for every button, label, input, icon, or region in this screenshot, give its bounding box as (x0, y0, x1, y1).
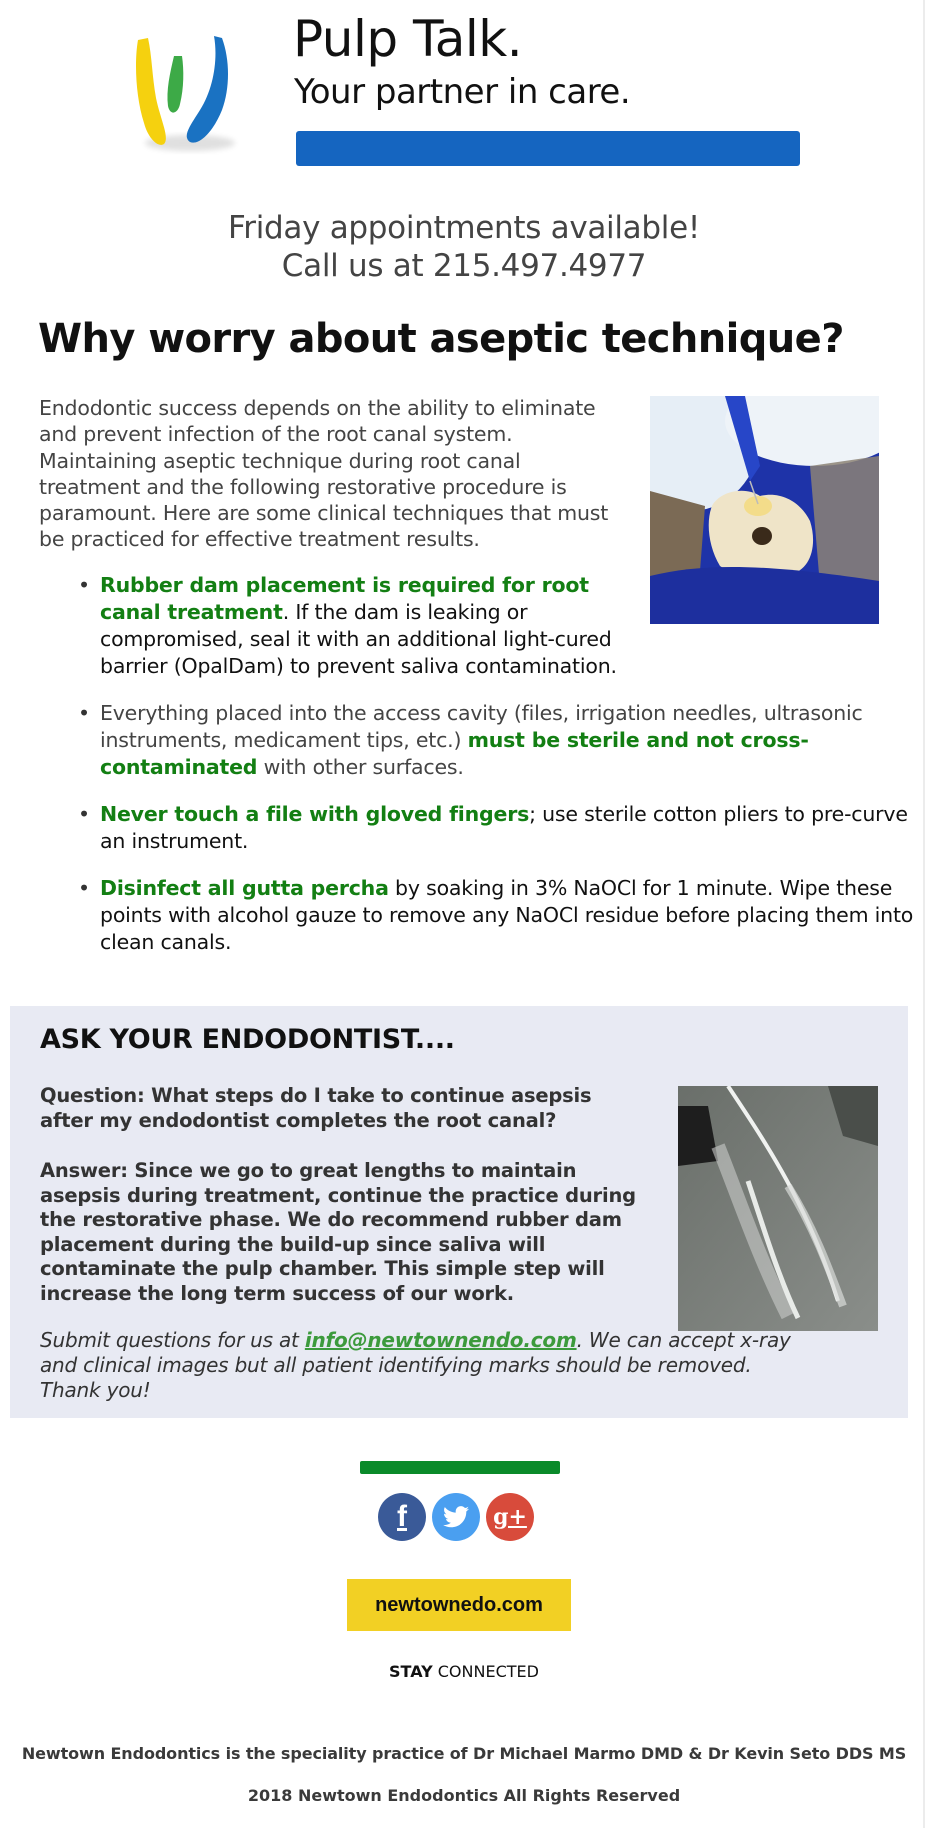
stay-connected-label (0, 1662, 928, 1681)
ask-answer: Answer: Since we go to great lengths to maintain asepsis during treatment, continue the practice during the restorative phase. We do recommend rubber dam placement during the build-up since saliva will contaminate the pulp chamber. This simple step will increase the long term success of our work. (40, 1159, 636, 1305)
technique-highlight: Disinfect all gutta percha (100, 876, 389, 900)
technique-item-gloves (100, 801, 920, 855)
technique-text: by soaking in 3% NaOCl for 1 minute. Wipe these points with alcohol gauze to remove any NaOCl residue before placing them into clean canals. (100, 876, 914, 954)
footer-divider-bar (360, 1461, 560, 1474)
technique-highlight: Never touch a file with gloved fingers (100, 802, 530, 826)
website-button[interactable]: newtownedo.com (347, 1579, 571, 1631)
article-intro: Endodontic success depends on the ability to eliminate and prevent infection of the root canal system. Maintaining aseptic technique during root canal treatment and the following restorative procedure is paramount. Here are some clinical techniques that must be practiced for effective treatment results. (39, 396, 609, 552)
article-heading: Why worry about aseptic technique? (38, 316, 844, 362)
social-links (378, 1493, 534, 1541)
promo-line-phone: Call us at 215.497.4977 (281, 248, 647, 284)
newsletter-tagline: Your partner in care. (294, 72, 631, 112)
email-link[interactable]: info@newtownendo.com (304, 1328, 577, 1352)
ask-heading: ASK YOUR ENDODONTIST.... (40, 1024, 455, 1055)
newsletter-title: Pulp Talk. (293, 10, 523, 68)
stay-rest: CONNECTED (432, 1662, 539, 1681)
technique-item-rubber-dam (100, 572, 640, 680)
practice-statement: Newtown Endodontics is the speciality practice of Dr Michael Marmo DMD & Dr Kevin Seto DDS MS (21, 1744, 907, 1763)
promo-line-appointments: Friday appointments available! (228, 210, 700, 246)
note-text: Submit questions for us at (40, 1328, 305, 1352)
technique-list (58, 572, 920, 976)
technique-text: Everything placed into the access cavity (files, irrigation needles, ultrasonic instruments, medicament tips, etc.) (100, 701, 863, 752)
technique-highlight: Rubber dam placement is required for root canal treatment (100, 573, 589, 624)
technique-item-sterile (100, 700, 920, 781)
google-plus-icon[interactable]: g+ (486, 1493, 534, 1541)
pulp-talk-logo-icon (130, 18, 260, 158)
technique-text: with other surfaces. (257, 755, 464, 779)
technique-text: . If the dam is leaking or compromised, seal it with an additional light-cured barrier (OpalDam) to prevent saliva contamination. (100, 600, 617, 678)
root-canal-xray-image (678, 1086, 878, 1331)
header-accent-bar (296, 131, 800, 166)
ask-question: Question: What steps do I take to continue asepsis after my endodontist completes the root canal? (40, 1084, 592, 1132)
stay-bold: STAY (389, 1662, 433, 1681)
copyright-notice: 2018 Newtown Endodontics All Rights Reserved (247, 1786, 681, 1805)
ask-submit-note (40, 1328, 800, 1403)
twitter-icon[interactable] (432, 1493, 480, 1541)
note-text: . We can accept x-ray and clinical images but all patient identifying marks should be removed. Thank you! (40, 1328, 791, 1402)
facebook-icon[interactable]: f (378, 1493, 426, 1541)
technique-item-gutta-percha (100, 875, 920, 956)
technique-text: ; use sterile cotton pliers to pre-curve an instrument. (100, 802, 908, 853)
ask-your-endodontist-panel (10, 1006, 908, 1418)
technique-highlight: must be sterile and not cross-contaminated (100, 728, 809, 779)
